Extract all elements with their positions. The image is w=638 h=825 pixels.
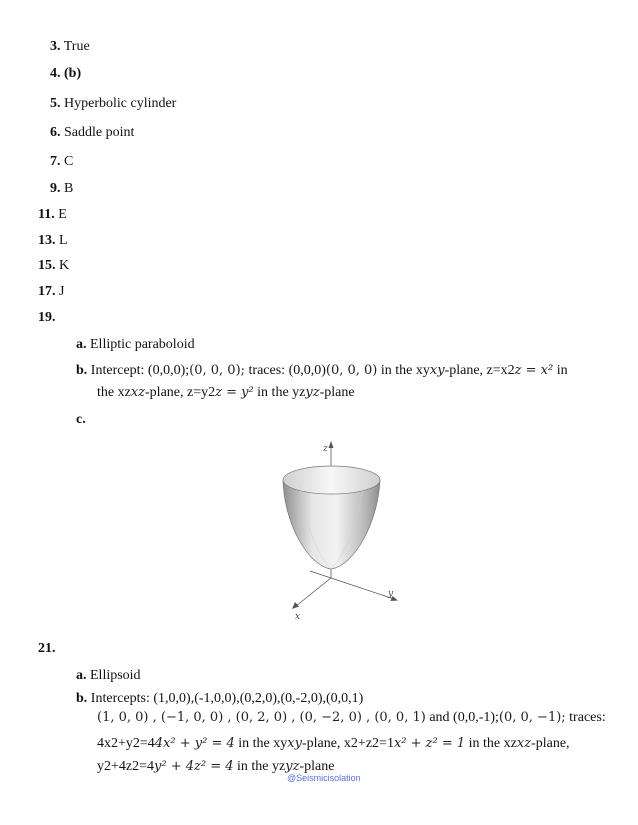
q21-part-a: a. Ellipsoid (76, 668, 141, 683)
z-axis-arrow (329, 441, 334, 448)
paraboloid-opening (283, 466, 380, 494)
x-axis-arrow (292, 602, 299, 609)
answer-21: 21. (38, 641, 56, 656)
answer-15: 15. K (38, 258, 70, 273)
y-axis-label: y (388, 589, 394, 599)
q21-part-b-line1: b. Intercepts: (1,0,0),(-1,0,0),(0,2,0),(0,-2,0),(0,0,1) (76, 691, 364, 706)
q19-part-a: a. Elliptic paraboloid (76, 337, 195, 352)
answer-17: 17. J (38, 284, 65, 299)
answer-9: 9. B (50, 181, 74, 196)
q19-part-b-line1: b. Intercept: (0,0,0);(0, 0, 0); traces: (0,0,0)(0, 0, 0) in the xyxy-plane, z=x2z = x² in (76, 363, 568, 378)
answer-5: 5. Hyperbolic cylinder (50, 96, 177, 111)
answer-13: 13. L (38, 233, 68, 248)
paraboloid-figure (270, 438, 400, 623)
answer-3: 3. True (50, 39, 90, 54)
q19-part-c: c. (76, 412, 86, 427)
q21-part-b-line3: 4x2+y2=44x² + y² = 4 in the xyxy-plane, x2+z2=1x² + z² = 1 in the xzxz-plane, (97, 736, 570, 751)
x-axis-label: x (295, 612, 301, 622)
watermark: @Seismicisolation (287, 773, 361, 783)
answer-6: 6. Saddle point (50, 125, 135, 140)
x-axis (296, 578, 331, 606)
q19-part-b-line2: the xzxz-plane, z=y2z = y² in the yzyz-plane (97, 385, 355, 400)
answer-7: 7. C (50, 154, 74, 169)
y-axis (331, 578, 394, 599)
answer-11: 11. E (38, 207, 67, 222)
z-axis-label: z (323, 444, 328, 454)
q21-part-b-line4: y2+4z2=4y² + 4z² = 4 in the yzyz-plane (97, 759, 335, 774)
q21-part-b-line2: (1, 0, 0) , (−1, 0, 0) , (0, 2, 0) , (0, −2, 0) , (0, 0, 1) and (0,0,-1);(0, 0, −1); traces: (97, 710, 606, 725)
answer-4: 4. (b) (50, 66, 82, 81)
answer-19: 19. (38, 310, 56, 325)
